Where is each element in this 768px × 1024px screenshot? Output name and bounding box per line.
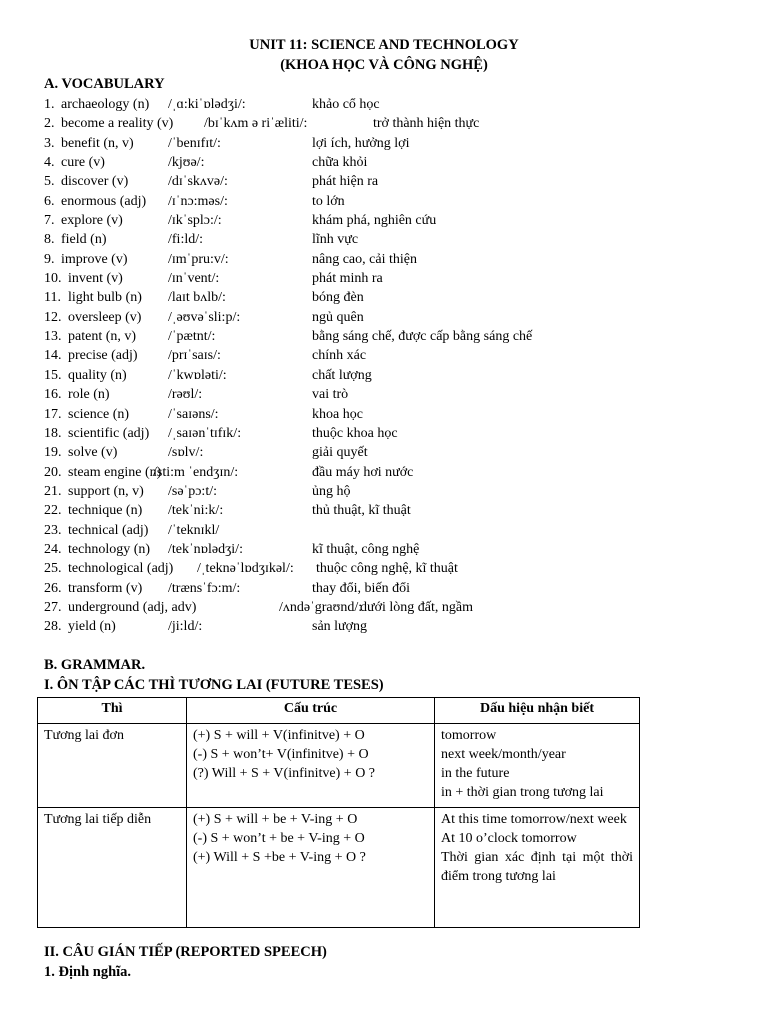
sign-line: Thời gian xác định tại một thời điểm trong tương lai [441,850,633,884]
tense-name: Tương lai đơn [44,728,124,743]
vocab-ipa: /ɪkˈsplɔ:/: [168,213,222,229]
tense-name-cell [38,724,187,808]
vocab-word: invent (v) [68,271,123,287]
vocab-number: 15. [44,367,62,383]
vocab-meaning: ủng hộ [312,483,351,499]
vocab-meaning: bằng sáng chế, được cấp bằng sáng chế [312,329,533,345]
vocab-number: 7. [44,213,55,229]
table-header-row [38,698,640,724]
vocab-ipa: /dɪˈskʌvə/: [168,174,228,190]
structure-line: (-) S + won’t+ V(infinitve) + O [193,747,369,762]
vocab-ipa: /ɪnˈvent/: [168,271,220,287]
vocab-ipa: /fi:ld/: [168,232,203,248]
vocab-number: 17. [44,406,62,422]
signs-cell [435,724,640,808]
vocab-meaning: vai trò [312,387,349,403]
vocab-ipa: /sti:m ˈendʒɪn/: [153,464,239,480]
vocab-item [44,211,744,230]
vocab-word: discover (v) [61,174,129,190]
vocab-number: 9. [44,251,55,267]
vocab-ipa: /ˈkwɒləti/: [168,367,227,383]
vocab-word: science (n) [68,406,130,422]
vocab-meaning: dưới lòng đất, ngầm [360,599,473,615]
vocab-meaning: đầu máy hơi nước [312,464,414,480]
vocab-ipa: /trænsˈfɔ:m/: [168,580,241,596]
vocab-word: light bulb (n) [68,290,142,306]
vocab-meaning: lĩnh vực [312,232,359,248]
vocab-item [44,288,744,307]
sign-line: in the future [441,766,510,781]
vocab-item [44,463,744,482]
vocab-item [44,250,744,269]
vocab-number: 1. [44,97,55,112]
vocab-meaning: lợi ích, hưởng lợi [312,135,410,151]
vocab-word: technology (n) [68,541,151,557]
structure-line: (+) Will + S +be + V-ing + O ? [193,850,366,865]
vocab-item [44,114,744,133]
vocabulary-heading: A. VOCABULARY [44,76,165,92]
future-tenses-table [37,697,640,928]
vocab-meaning: thủ thuật, kĩ thuật [312,503,411,519]
vocab-number: 12. [44,309,62,325]
vocab-item [44,269,744,288]
vocabulary-list [44,95,744,637]
vocab-meaning: thay đổi, biến đổi [312,580,410,596]
vocab-item [44,346,744,365]
vocab-word: archaeology (n) [61,97,150,112]
vocab-ipa: /ˈbenɪfɪt/: [168,135,221,151]
table-row [38,724,640,808]
vocab-word: precise (adj) [68,348,138,364]
vocab-meaning: phát hiện ra [312,174,379,190]
vocab-item [44,366,744,385]
sign-line: tomorrow [441,728,497,743]
table-header-cell: Thì [38,698,187,724]
vocab-ipa: /ˈpætnt/: [168,329,216,345]
vocab-item [44,501,744,520]
vocab-meaning: khoa học [312,406,363,422]
document-title-line2: (KHOA HỌC VÀ CÔNG NGHỆ) [280,57,488,73]
vocab-word: underground (adj, adv) [68,599,197,615]
vocab-number: 25. [44,561,62,577]
vocab-meaning: nâng cao, cải thiện [312,251,417,267]
vocab-meaning: khảo cổ học [312,97,380,112]
vocab-word: steam engine (n) [68,464,162,480]
structure-cell [187,724,435,808]
vocab-ipa: /tekˈnɒlədʒi/: [168,541,243,557]
vocab-number: 16. [44,387,62,403]
vocab-word: technical (adj) [68,522,149,538]
vocab-item [44,385,744,404]
vocab-ipa: /ˈteknɪkl/ [168,522,220,538]
vocab-number: 19. [44,445,62,461]
structure-line: (?) Will + S + V(infinitve) + O ? [193,766,376,781]
vocab-word: technological (adj) [68,561,174,577]
vocab-item [44,598,744,617]
structure-line: (-) S + won’t + be + V-ing + O [193,831,365,846]
vocab-meaning: thuộc khoa học [312,425,398,441]
vocab-word: field (n) [61,232,107,248]
vocab-meaning: ngủ quên [312,309,364,325]
vocab-ipa: /bɪˈkʌm ə riˈæliti/: [204,116,308,132]
vocab-item [44,424,744,443]
vocab-number: 14. [44,348,62,364]
vocab-item [44,405,744,424]
grammar-heading: B. GRAMMAR. [44,657,146,673]
vocab-number: 24. [44,541,62,557]
vocab-word: technique (n) [68,503,143,519]
vocab-number: 26. [44,580,62,596]
tense-name: Tương lai tiếp diễn [44,812,152,827]
future-tenses-heading: I. ÔN TẬP CÁC THÌ TƯƠNG LAI (FUTURE TESES) [44,677,384,693]
vocab-number: 6. [44,193,55,209]
vocab-word: improve (v) [61,251,128,267]
vocab-word: explore (v) [61,213,123,229]
vocab-item [44,617,744,636]
vocab-item [44,95,744,114]
vocab-number: 27. [44,599,62,615]
structure-line: (+) S + will + be + V-ing + O [193,812,358,827]
vocab-meaning: bóng đèn [312,290,364,306]
vocab-word: solve (v) [68,445,118,461]
vocab-ipa: /rəʊl/: [168,387,203,403]
vocab-meaning: giải quyết [312,445,368,461]
vocab-word: support (n, v) [68,483,144,499]
vocab-item [44,579,744,598]
vocab-ipa: /ɪmˈpru:v/: [168,251,229,267]
vocab-meaning: to lớn [312,193,345,209]
vocab-word: become a reality (v) [61,116,174,132]
vocab-number: 23. [44,522,62,538]
vocab-item [44,230,744,249]
vocab-ipa: /ˌəʊvəˈsli:p/: [168,309,241,325]
vocab-word: role (n) [68,387,110,403]
vocab-ipa: /səˈpɔ:t/: [168,483,217,499]
vocab-meaning: chất lượng [312,367,372,383]
structure-cell [187,808,435,928]
vocab-ipa: /laɪt bʌlb/: [168,290,226,306]
table-header-cell: Cấu trúc [187,698,435,724]
vocab-ipa: /ˈsaɪəns/: [168,406,219,422]
vocab-word: transform (v) [68,580,143,596]
table-header-cell: Dấu hiệu nhận biết [435,698,640,724]
vocab-item [44,443,744,462]
vocab-ipa: /ɪˈnɔ:məs/: [168,193,228,209]
document-title-line1: UNIT 11: SCIENCE AND TECHNOLOGY [249,37,519,53]
vocab-number: 11. [44,290,61,306]
sign-line: At this time tomorrow/next week [441,812,627,827]
vocab-meaning: chính xác [312,348,367,364]
vocab-meaning: thuộc công nghệ, kĩ thuật [316,561,458,577]
vocab-ipa: /ʌndəˈgraʊnd/: [279,599,363,615]
vocab-item [44,521,744,540]
vocab-number: 18. [44,425,62,441]
vocab-number: 8. [44,232,55,248]
vocab-number: 28. [44,619,62,635]
vocab-item [44,540,744,559]
vocab-word: patent (n, v) [68,329,137,345]
vocab-word: enormous (adj) [61,193,147,209]
vocab-meaning: kĩ thuật, công nghệ [312,541,420,557]
vocab-ipa: /ji:ld/: [168,619,203,635]
vocab-word: oversleep (v) [68,309,142,325]
reported-speech-heading: II. CÂU GIÁN TIẾP (REPORTED SPEECH) [44,944,327,960]
vocab-number: 5. [44,174,55,190]
vocab-item [44,327,744,346]
vocab-meaning: khám phá, nghiên cứu [312,213,437,229]
vocab-meaning: chữa khỏi [312,155,368,171]
vocab-word: cure (v) [61,155,105,171]
vocab-meaning: trở thành hiện thực [373,116,480,132]
sign-line: next week/month/year [441,747,566,762]
vocab-word: benefit (n, v) [61,135,134,151]
vocab-item [44,192,744,211]
sign-line: At 10 o’clock tomorrow [441,831,577,846]
vocab-ipa: /prɪˈsaɪs/: [168,348,221,364]
vocab-ipa: /sɒlv/: [168,445,204,461]
vocab-word: quality (n) [68,367,127,383]
vocab-number: 21. [44,483,62,499]
definition-heading: 1. Định nghĩa. [44,964,132,980]
vocab-item [44,308,744,327]
vocab-word: yield (n) [68,619,116,635]
vocab-item [44,559,744,578]
vocab-item [44,172,744,191]
vocab-number: 2. [44,116,55,132]
tense-name-cell [38,808,187,928]
vocab-ipa: /ˌteknəˈlɒdʒɪkəl/: [197,561,294,577]
vocab-ipa: /tekˈni:k/: [168,503,224,519]
structure-line: (+) S + will + V(infinitve) + O [193,728,365,743]
vocab-number: 20. [44,464,62,480]
vocab-ipa: /kjʊə/: [168,155,205,171]
table-row [38,808,640,928]
vocab-word: scientific (adj) [68,425,150,441]
vocab-item [44,134,744,153]
vocab-meaning: sản lượng [312,619,368,635]
vocab-number: 10. [44,271,62,287]
vocab-ipa: /ˌsaɪənˈtɪfɪk/: [168,425,242,441]
vocab-meaning: phát minh ra [312,271,383,287]
signs-cell [435,808,640,928]
vocab-number: 3. [44,135,55,151]
vocab-ipa: /ˌɑ:kiˈɒlədʒi/: [168,97,246,112]
vocab-item [44,482,744,501]
sign-line: in + thời gian trong tương lai [441,785,604,800]
vocab-number: 4. [44,155,55,171]
vocab-number: 13. [44,329,62,345]
vocab-item [44,153,744,172]
vocab-number: 22. [44,503,62,519]
